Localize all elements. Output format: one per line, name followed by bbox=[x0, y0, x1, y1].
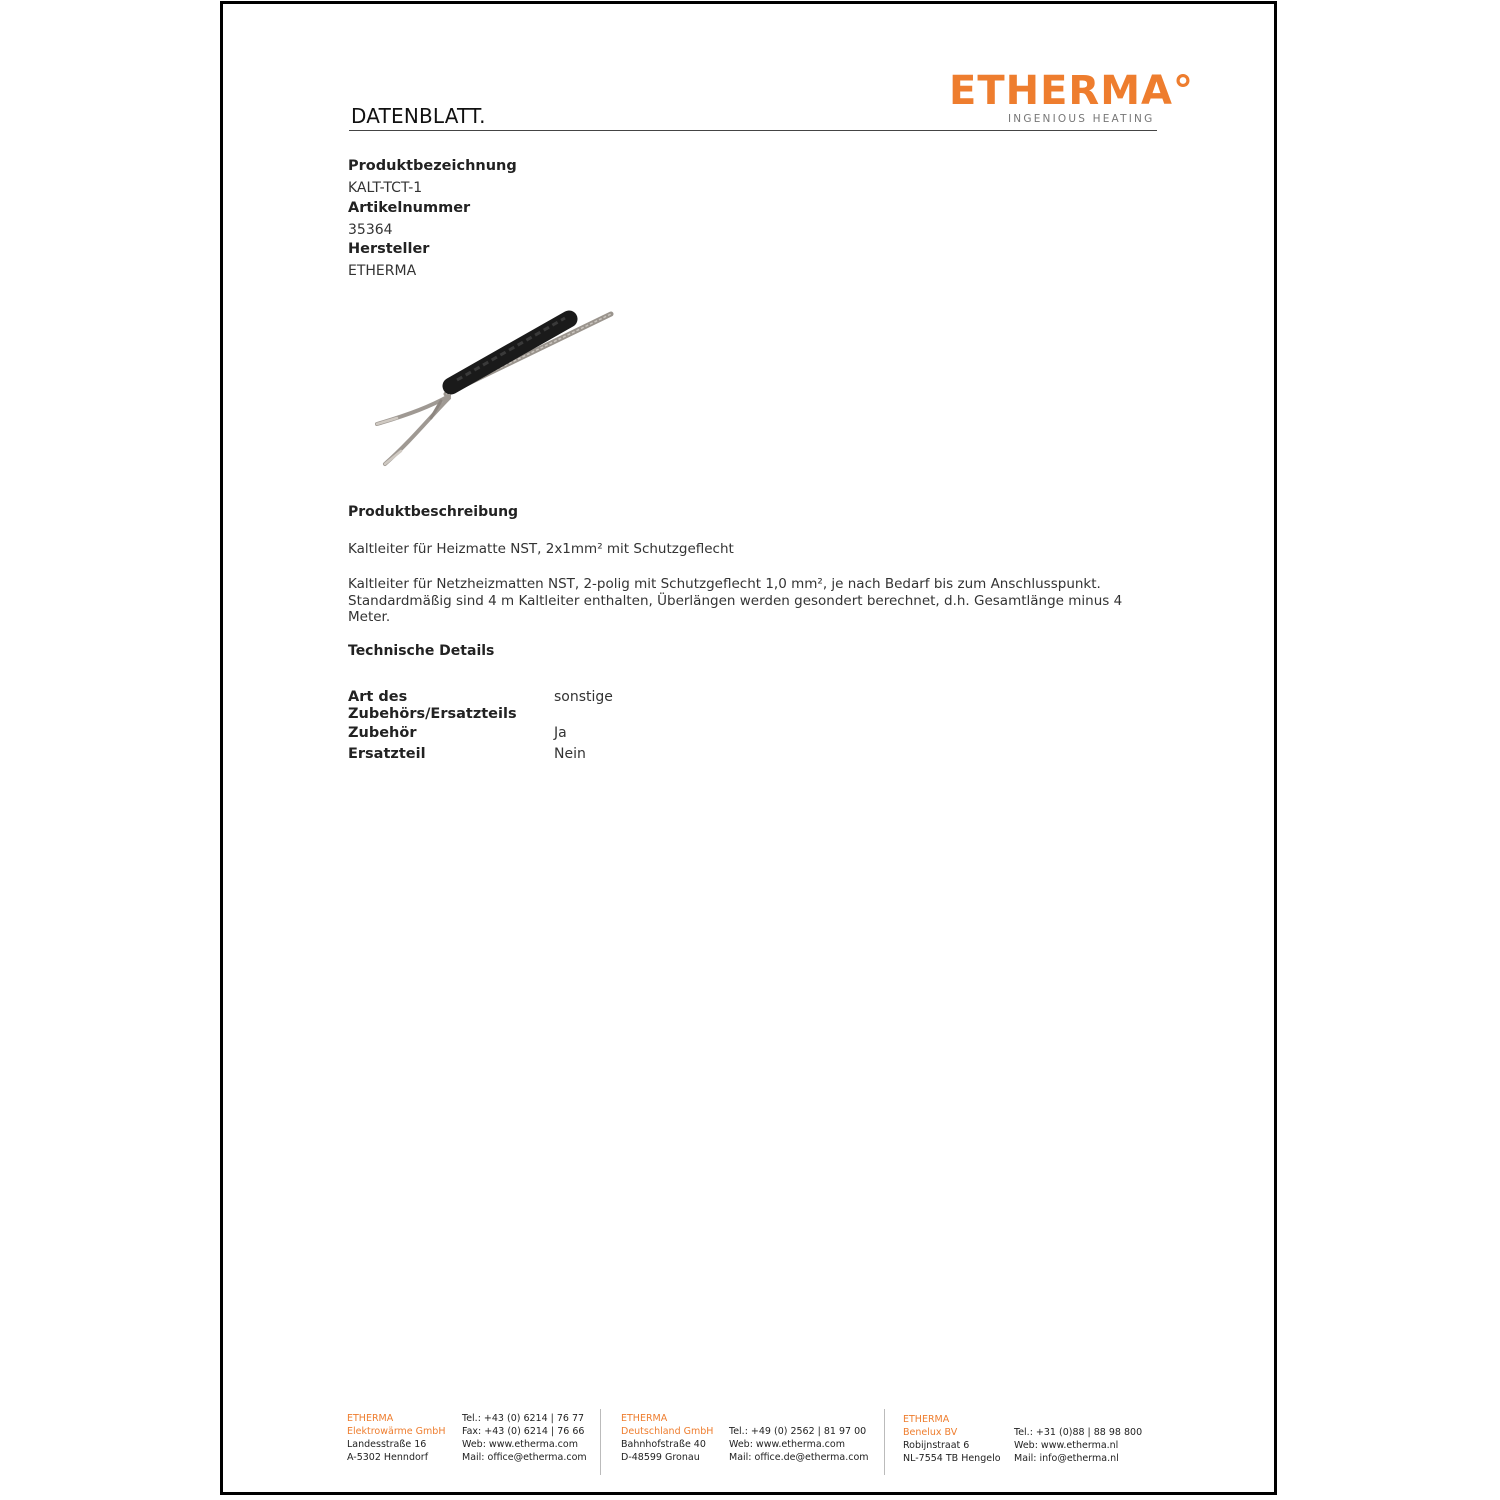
footer-nl-org2: Benelux BV bbox=[903, 1427, 958, 1438]
footer-nl-web: Web: www.etherma.nl bbox=[1014, 1440, 1119, 1451]
tech-key-spare-part: Ersatzteil bbox=[348, 746, 426, 762]
datasheet-page bbox=[220, 1, 1277, 1495]
footer-de-tel: Tel.: +49 (0) 2562 | 81 97 00 bbox=[729, 1426, 867, 1437]
footer-at-tel: Tel.: +43 (0) 6214 | 76 77 bbox=[462, 1413, 585, 1424]
logo-tagline: INGENIOUS HEATING bbox=[1008, 113, 1155, 125]
footer-at-org2: Elektrowärme GmbH bbox=[347, 1426, 446, 1437]
logo-wordmark: ETHERMA° bbox=[949, 68, 1194, 114]
article-number-value: 35364 bbox=[348, 222, 393, 238]
footer-address-nl bbox=[903, 1413, 1001, 1465]
footer-de-web: Web: www.etherma.com bbox=[729, 1439, 845, 1450]
footer-address-at bbox=[347, 1412, 445, 1464]
footer-divider bbox=[884, 1409, 885, 1475]
footer-address-de bbox=[621, 1412, 713, 1464]
footer-divider bbox=[600, 1409, 601, 1475]
product-name-label: Produktbezeichnung bbox=[348, 158, 517, 174]
footer-at-mail: Mail: office@etherma.com bbox=[462, 1452, 587, 1463]
footer-nl-city: NL-7554 TB Hengelo bbox=[903, 1453, 1001, 1464]
description-long: Kaltleiter für Netzheizmatten NST, 2-polig mit Schutzgeflecht 1,0 mm², je nach Bedarf bis zum Anschlusspunkt. Standardmäßig sind 4 m Kaltleiter enthalten, Überlängen werden gesondert berechnet, d.h. Gesamtlänge minus 4 Meter. bbox=[348, 576, 1123, 625]
manufacturer-value: ETHERMA bbox=[348, 263, 417, 279]
footer-at-web: Web: www.etherma.com bbox=[462, 1439, 578, 1450]
footer-contact-de bbox=[729, 1425, 869, 1464]
tech-value-spare-part: Nein bbox=[554, 746, 586, 762]
footer-nl-street: Robijnstraat 6 bbox=[903, 1440, 970, 1451]
footer-at-street: Landesstraße 16 bbox=[347, 1439, 427, 1450]
technical-heading: Technische Details bbox=[348, 643, 495, 659]
article-number-label: Artikelnummer bbox=[348, 200, 471, 216]
footer-contact-at bbox=[462, 1412, 587, 1464]
product-name-value: KALT-TCT-1 bbox=[348, 180, 423, 196]
footer-de-org2: Deutschland GmbH bbox=[621, 1426, 714, 1437]
description-heading: Produktbeschreibung bbox=[348, 504, 519, 520]
footer-nl-mail: Mail: info@etherma.nl bbox=[1014, 1453, 1119, 1464]
footer-nl-org1: ETHERMA bbox=[903, 1414, 950, 1425]
footer-de-city: D-48599 Gronau bbox=[621, 1452, 700, 1463]
etherma-logo bbox=[949, 68, 1194, 132]
tech-key-accessory: Zubehör bbox=[348, 725, 417, 741]
footer-at-fax: Fax: +43 (0) 6214 | 76 66 bbox=[462, 1426, 585, 1437]
tech-key-accessory-type: Art des Zubehörs/Ersatzteils bbox=[348, 689, 517, 722]
footer-de-street: Bahnhofstraße 40 bbox=[621, 1439, 706, 1450]
tech-value-accessory: Ja bbox=[554, 725, 567, 741]
footer-at-city: A-5302 Henndorf bbox=[347, 1452, 429, 1463]
footer-at-org1: ETHERMA bbox=[347, 1413, 394, 1424]
tech-value-accessory-type: sonstige bbox=[554, 689, 613, 705]
footer-nl-tel: Tel.: +31 (0)88 | 88 98 800 bbox=[1014, 1427, 1143, 1438]
manufacturer-label: Hersteller bbox=[348, 241, 430, 257]
footer-de-mail: Mail: office.de@etherma.com bbox=[729, 1452, 869, 1463]
cable-product-image bbox=[371, 306, 616, 476]
document-title: DATENBLATT. bbox=[351, 104, 486, 128]
description-short: Kaltleiter für Heizmatte NST, 2x1mm² mit Schutzgeflecht bbox=[348, 541, 734, 557]
footer-de-org1: ETHERMA bbox=[621, 1413, 668, 1424]
footer-contact-nl bbox=[1014, 1426, 1142, 1465]
